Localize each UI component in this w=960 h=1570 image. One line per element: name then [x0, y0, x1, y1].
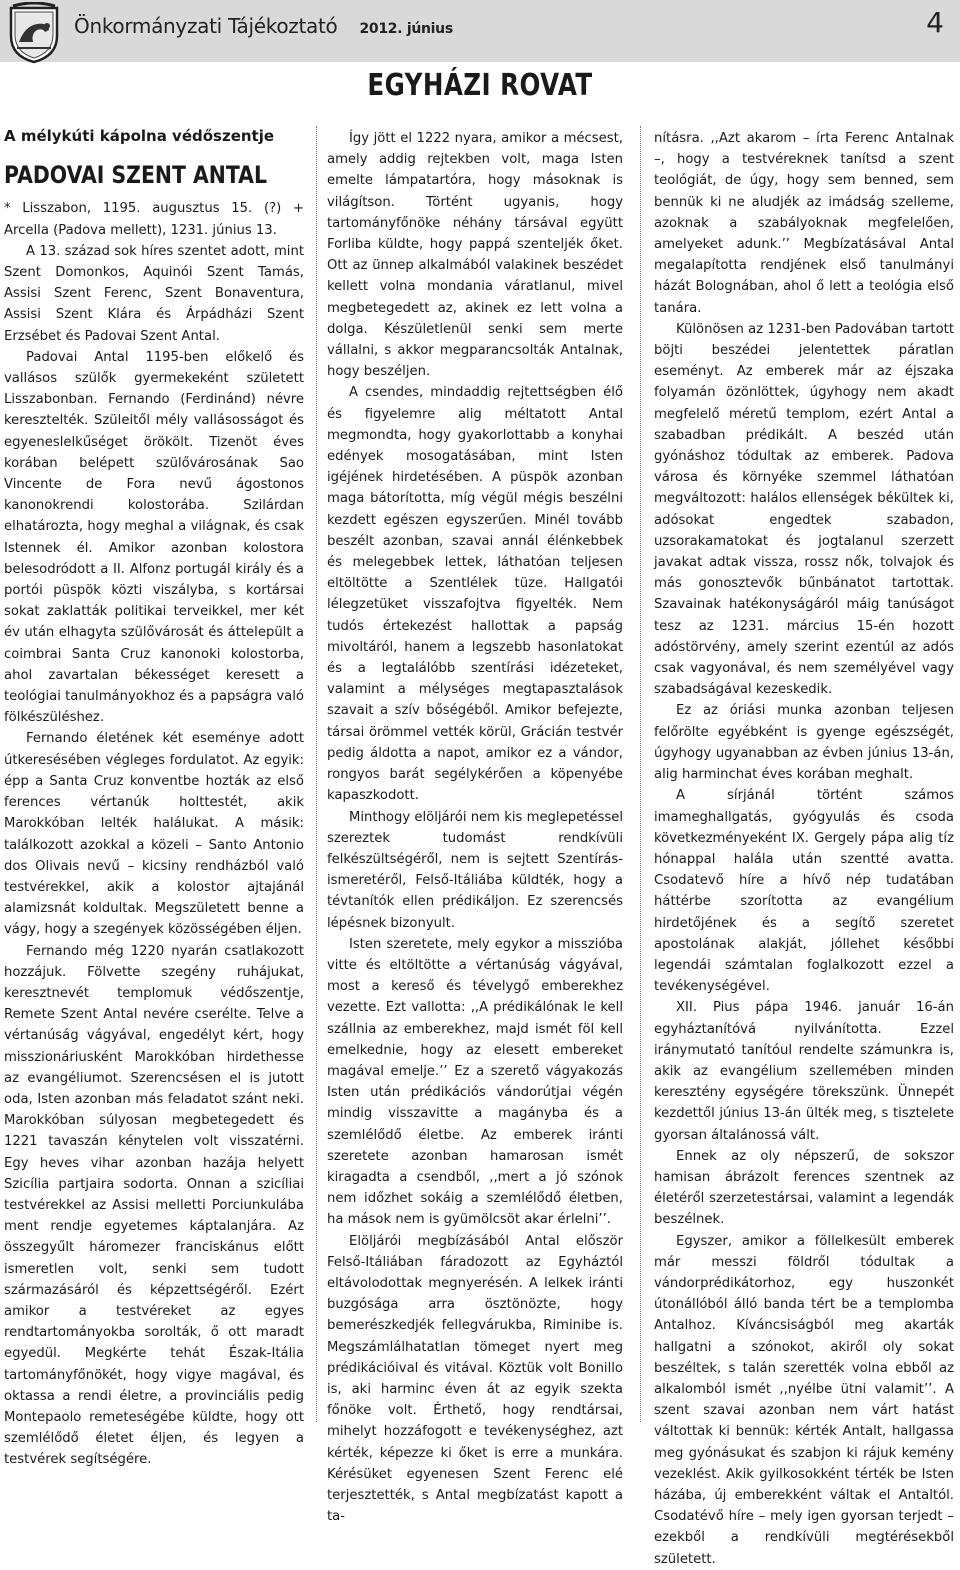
- section-title: EGYHÁZI ROVAT: [367, 68, 593, 103]
- column-divider: [316, 126, 317, 1422]
- publication-title: [74, 14, 453, 38]
- paragraph: Fernando még 1220 nyarán csatlakozott hozzájuk. Fölvette szegény ruhájukat, keresztnevét templomuk védőszentje, Remete Szent Antal nevére cserélte. Telve a vértanúság vágyával, engedélyt kért, hogy misszionáriusként Marokkóban hirdethesse az evangéliumot. Szerencsésen el is jutott oda, Isten azonban más feladatot szánt neki. Marokkóban súlyosan megbetegedett és 1221 tavaszán kénytelen volt visszatérni. Egy heves vihar azonban hazája helyett Szicília partjaira sodorta. Onnan a szicíliai testvérekkel az Assisi melletti Porciunkulába ment rendje egyetemes káptalanjára. Az összegyűlt háromezer franciskánus előtt ismeretlen volt, senki sem tudott származásáról és képzettségéről. Ezért amikor a testvéreket az egyes rendtartományokba sorolták, ő ott maradt egyedül. Megkérte tehát Észak-Itália tartományfőnökét, hogy vigye magával, és oktassa a rendi életre, a provinciális pedig Montepaolo remeteségébe küldte, hogy ott szemlélődő életet éljen, és legyen a testvérek segítségére.: [4, 943, 304, 1468]
- paragraph: Elöljárói megbízásából Antal először Felső-Itáliában fáradozott az Egyháztól eltávolodottak megnyerésén. A lelkek iránti buzgósága arra ösztönözte, hogy bemerészkedjék fellegvárukba, Riminibe is. Megszámlálhatatlan tömeget nyert meg prédikációival és vitával. Köztük volt Bonillo is, aki harminc éven át az egyik szekta főnöke volt. Érthető, hogy rendtársai, mihelyt hozzáfogott e tevékenységhez, azt kérték, képezze ki őket is erre a munkára. Kérésüket egyenesen Szent Ferenc elé terjesztették, s Antal megbízatást kapott a ta-: [327, 1233, 623, 1525]
- paragraph: A 13. század sok híres szentet adott, mint Szent Domonkos, Aquinói Szent Tamás, Assisi Szent Ferenc, Szent Bonaventura, Assisi Szent Klára és Árpádházi Szent Erzsébet és Padovai Szent Antal.: [4, 243, 304, 344]
- page-number: 4: [926, 6, 944, 39]
- paragraph: nításra. ,,Azt akarom – írta Ferenc Antalnak –, hogy a testvéreknek tanítsd a szent teológiát, de úgy, hogy sem benned, sem bennük ki ne aludjék az imádság szelleme, azoknak a szabályoknak megfelelően, amelyeket adunk.’’ Megbízatásával Antal megalapította rendjének első tanulmányi házát Bolognában, ahol ő lett a teológia első tanára.: [654, 131, 954, 316]
- page-header: [0, 0, 960, 62]
- paragraph: A sírjánál történt számos imameghallgatás, gyógyulás és csoda következményeként IX. Gergely pápa alig tíz hónappal halála után szentté avatta. Csodatevő híre a hívő nép tudatában háttérbe szorította az evangélium hirdetőjének és a segítő szeretet apostolának alakját, jóllehet későbbi legendái számtalan foglalkozott ezzel a tevékenységével.: [654, 788, 954, 995]
- paragraph: Így jött el 1222 nyara, amikor a mécsest, amely addig rejtekben volt, maga Isten emelte lámpatartóra, hogy másoknak is világítson. Történt ugyanis, hogy tartományfőnöke néhány társával együtt Forliba küldte, hogy pappá szenteljék őket. Ott az ünnep alkalmából valakinek beszédet kellett volna mondania váratlanul, mivel megbetegedett az, akinek ez lett volna a dolga. Készületlenül senki sem merte vállalni, s akkor megparancsolták Antalnak, hogy beszéljen.: [327, 131, 623, 380]
- column-3: [654, 128, 954, 1570]
- paragraph: Ennek az oly népszerű, de sokszor hamisan ábrázolt ferences szentnek az életéről szerzetestársai, valamint a legendák beszélnek.: [654, 1148, 954, 1228]
- article-kicker: A mélykúti kápolna védőszentje: [4, 127, 275, 145]
- column-divider: [640, 126, 641, 1422]
- paragraph: XII. Pius pápa 1946. január 16-án egyháztanítóvá nyilvánította. Ezzel iránymutató tanítóul rendelte számunkra is, akik az evangélium szellemében minden keresztény egységére törekszünk. Ünnepét kezdettől június 13-án ülték meg, s tisztelete gyorsan általánossá vált.: [654, 1000, 954, 1143]
- paragraph: A csendes, mindaddig rejtettségben élő és figyelemre alig méltatott Antal megmondta, hogy gyakorlottabb a konyhai edények mosogatásában, mint Isten igéjének hirdetésében. A püspök azonban maga bátorította, míg végül mégis beszélni kezdett egészen egyszerűen. Minél tovább beszélt azonban, szavai annál élénkebbek és melegebbek lettek, láthatóan teljesen eltöltötte a Szentlélek tüze. Hallgatói lélegzetüket visszafojtva figyelték. Nem tudós értekezést hallottak a papság mivoltáról, hanem a legszebb hasonlatokat és a legtalálóbb szentírási idézeteket, valamint a mélységes megtapasztalások szavait a szív bőségéből. Amikor befejezte, társai örömmel vették körül, Grácián testvér pedig áldotta a napot, amikor ez a vándor, rongyos barát segélykérően a köpenyébe kapaszkodott.: [327, 385, 623, 804]
- paragraph: Egyszer, amikor a föllelkesült emberek már messzi földről tódultak a vándorprédikátorhoz, egy huszonkét útonállóból álló banda tért be a templomba Antalhoz. Kíváncsiságból meg akarták hallgatni a szónokot, akiről oly sokat beszéltek, s talán szerették volna ebből az alkalomból ismét ,,nyélbe ütni valamit’’. A szent szavai azonban nem várt hatást váltottak ki bennük: kérték Antalt, hallgassa meg gyónásukat és szabjon ki rájuk kemény vezeklést. Akik gyilkosokként térték be Isten házába, új emberekként váltak el Antaltól. Csodatévő híre – mely igen gyorsan terjedt – ezekből a rendkívüli megtérésekből született.: [654, 1233, 954, 1567]
- paragraph: Isten szeretete, mely egykor a misszióba vitte és eltöltötte a vértanúság vágyával, most a kereső és tévelygő emberekhez vezette. Ezt vallotta: ,,A prédikálónak le kell szállnia az emberekhez, majd ismét föl kell emelkednie, hogy az elesett embereket magával emelje.’’ Ez a szerető vágyakozás Isten után prédikációs vándorútjai végén mindig visszavitte a magányba és a szemlélődő életbe. Az emberek iránti szeretete azonban hamarosan ismét kiragadta a csendből, ,,mert a jó szónok nem időzhet sokáig a szemlélődő életben, ha mások nem is gyümölcsöt akar érlelni’’.: [327, 936, 623, 1228]
- paragraph: Ez az óriási munka azonban teljesen felőrölte egyébként is gyenge egészségét, úgyhogy ugyanabban az évben június 13-án, alig harminchat éves korában meghalt.: [654, 703, 954, 783]
- publication-name: Önkormányzati Tájékoztató: [74, 14, 338, 38]
- issue-date: 2012. június: [359, 21, 453, 37]
- coat-of-arms-icon: [3, 2, 65, 64]
- paragraph: Padovai Antal 1195-ben előkelő és vallásos szülők gyermekeként született Lisszabonban. Fernando (Ferdinánd) névre keresztelték. Szüleitől mély vallásosságot és egyeneslelkűséget örökölt. Tizenöt éves korában belépett szülővárosának Sao Vincente de Fora nevű ágostonos kanonokrendi kolostorába. Szilárdan elhatározta, hogy meghal a világnak, és csak Istennek él. Amikor azonban kolostora belesodródott a II. Alfonz portugál király és a portói püspök közti viszályba, s kortársai sokat zaklatták politikai terveikkel, mer két év után elhagyta szülővárosát és áttelepült a coimbrai Santa Cruz kanonoki kolostorba, ahol zavartalan békességet keresett a teológiai tanulmányokhoz és a papságra való fölkészüléshez.: [4, 349, 304, 726]
- column-2: [327, 128, 623, 1527]
- article-headline: PADOVAI SZENT ANTAL: [4, 161, 267, 190]
- paragraph: Minthogy elöljárói nem kis meglepetéssel szereztek tudomást rendkívüli felkészültségéről, nem is sejtett Szentírás-ismeretéről, Felső-Itáliába küldték, hogy a tévtanítók ellen prédikáljon. Ez szerencsés lépésnek bizonyult.: [327, 809, 623, 931]
- paragraph: Különösen az 1231-ben Padovában tartott böjti beszédei jelentettek páratlan eseményt. Az emberek már az éjszaka folyamán özönlöttek, úgyhogy nem akadt megfelelő méretű templom, ezért Antal a szabadban prédikált. A beszéd után gyónáshoz tódultak az emberek. Padova városa és környéke szemmel láthatóan megváltozott: halálos ellenségek békültek ki, adósokat engedtek szabadon, uzsorakamatokat és jogtalanul szerzett javakat adtak vissza, rossz nők, tolvajok és más gonosztevők bűnbánatot tartottak. Szavainak hatékonyságáról máig tanúságot tesz az 1231. március 15-én hozott adóstörvény, amely szerint ezentúl az adós csak vagyonával, és nem személyével vagy szabadságával kezeskedik.: [654, 321, 954, 698]
- column-1: [4, 126, 304, 1471]
- article-dates: * Lisszabon, 1195. augusztus 15. (?) + Arcella (Padova mellett), 1231. június 13.: [4, 201, 304, 238]
- paragraph: Fernando életének két eseménye adott útkeresésében végleges fordulatot. Az egyik: épp a Santa Cruz konventbe hozták az első ferences vértanúk holttestét, akik Marokkóban lelték halálukat. A másik: találkozott azokkal a közeli – Santo Antonio dos Olivais nevű – kicsiny rendházból való testvérekkel, akik a kolostor ajtajánál alamizsnát koldultak. Megszületett benne a vágy, hogy a szegények közösségében éljen.: [4, 731, 304, 938]
